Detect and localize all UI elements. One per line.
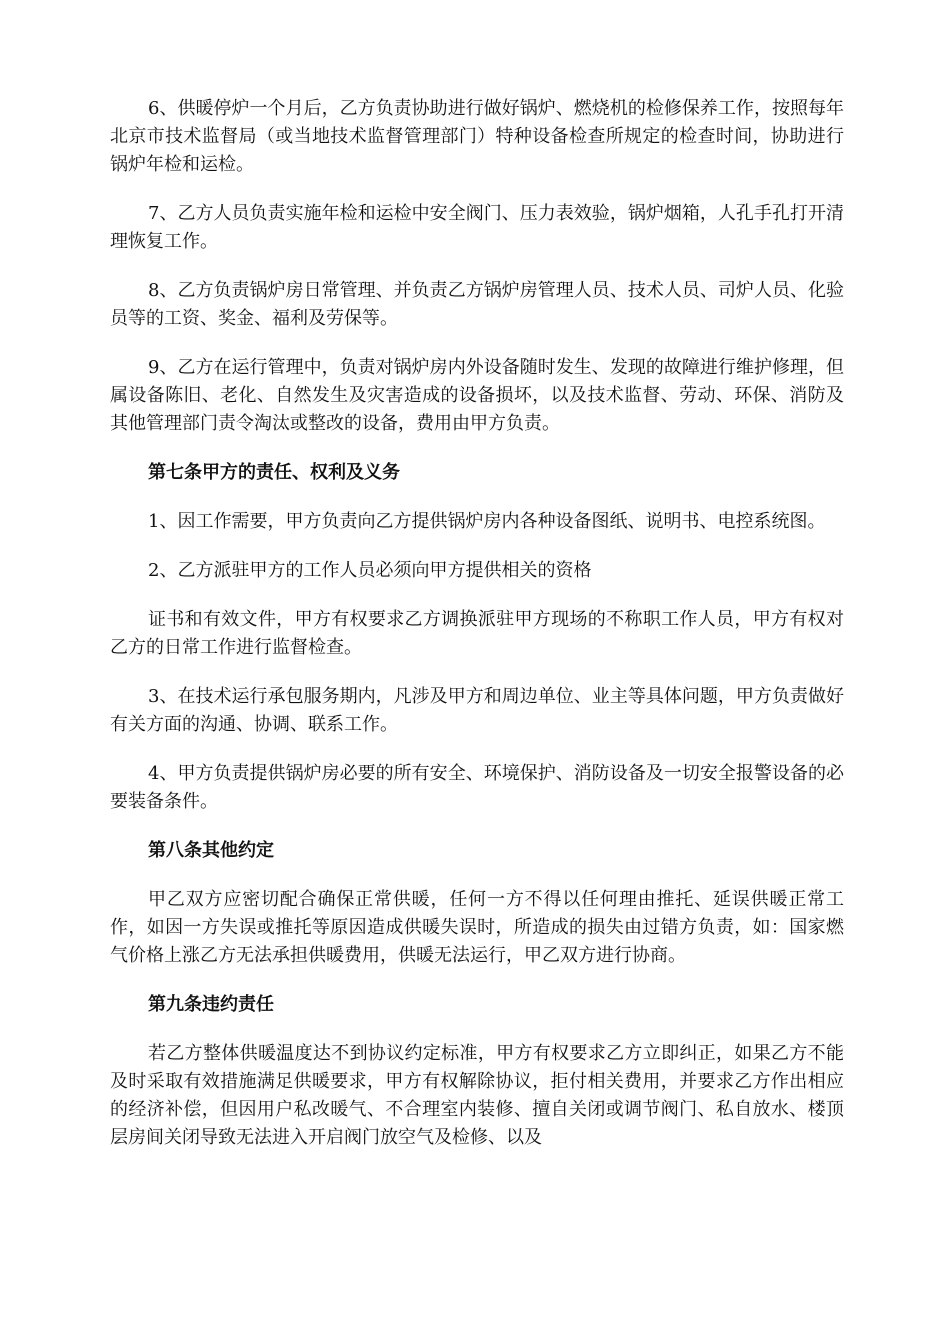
clause-6-6: 6、供暖停炉一个月后，乙方负责协助进行做好锅炉、燃烧机的检修保养工作，按照每年北京市技术监督局（或当地技术监督管理部门）特种设备检查所规定的检查时间，协助进行锅炉年检和运检。: [110, 98, 844, 175]
clause-6-9: 9、乙方在运行管理中，负责对锅炉房内外设备随时发生、发现的故障进行维护修理，但属设备陈旧、老化、自然发生及灾害造成的设备损坏，以及技术监督、劳动、环保、消防及其他管理部门责令淘汰或整改的设备，费用由甲方负责。: [110, 357, 844, 434]
article-9-heading: 第九条违约责任: [148, 994, 274, 1015]
clause-7-4: 4、甲方负责提供锅炉房必要的所有安全、环境保护、消防设备及一切安全报警设备的必要装备条件。: [110, 763, 844, 812]
clause-7-2: 2、乙方派驻甲方的工作人员必须向甲方提供相关的资格: [148, 560, 592, 581]
clause-7-1: 1、因工作需要，甲方负责向乙方提供锅炉房内各种设备图纸、说明书、电控系统图。: [148, 511, 826, 532]
article-9-text: 若乙方整体供暖温度达不到协议约定标准，甲方有权要求乙方立即纠正，如果乙方不能及时采取有效措施满足供暖要求，甲方有权解除协议，拒付相关费用，并要求乙方作出相应的经济补偿，但因用户私改暖气、不合理室内装修、擅自关闭或调节阀门、私自放水、楼顶层房间关闭导致无法进入开启阀门放空气及检修、以及: [110, 1043, 844, 1148]
article-7-heading: 第七条甲方的责任、权利及义务: [148, 462, 400, 483]
article-8-heading: 第八条其他约定: [148, 840, 274, 861]
clause-7-3: 3、在技术运行承包服务期内，凡涉及甲方和周边单位、业主等具体问题，甲方负责做好有关方面的沟通、协调、联系工作。: [110, 686, 844, 735]
document-body: [110, 95, 844, 1173]
clause-7-2-continued: 证书和有效文件，甲方有权要求乙方调换派驻甲方现场的不称职工作人员，甲方有权对乙方的日常工作进行监督检查。: [110, 609, 844, 658]
clause-6-8: 8、乙方负责锅炉房日常管理、并负责乙方锅炉房管理人员、技术人员、司炉人员、化验员等的工资、奖金、福利及劳保等。: [110, 280, 844, 329]
clause-6-7: 7、乙方人员负责实施年检和运检中安全阀门、压力表效验，锅炉烟箱，人孔手孔打开清理恢复工作。: [110, 203, 844, 252]
article-8-text: 甲乙双方应密切配合确保正常供暖，任何一方不得以任何理由推托、延误供暖正常工作，如因一方失误或推托等原因造成供暖失误时，所造成的损失由过错方负责，如：国家燃气价格上涨乙方无法承担供暖费用，供暖无法运行，甲乙双方进行协商。: [110, 889, 844, 966]
